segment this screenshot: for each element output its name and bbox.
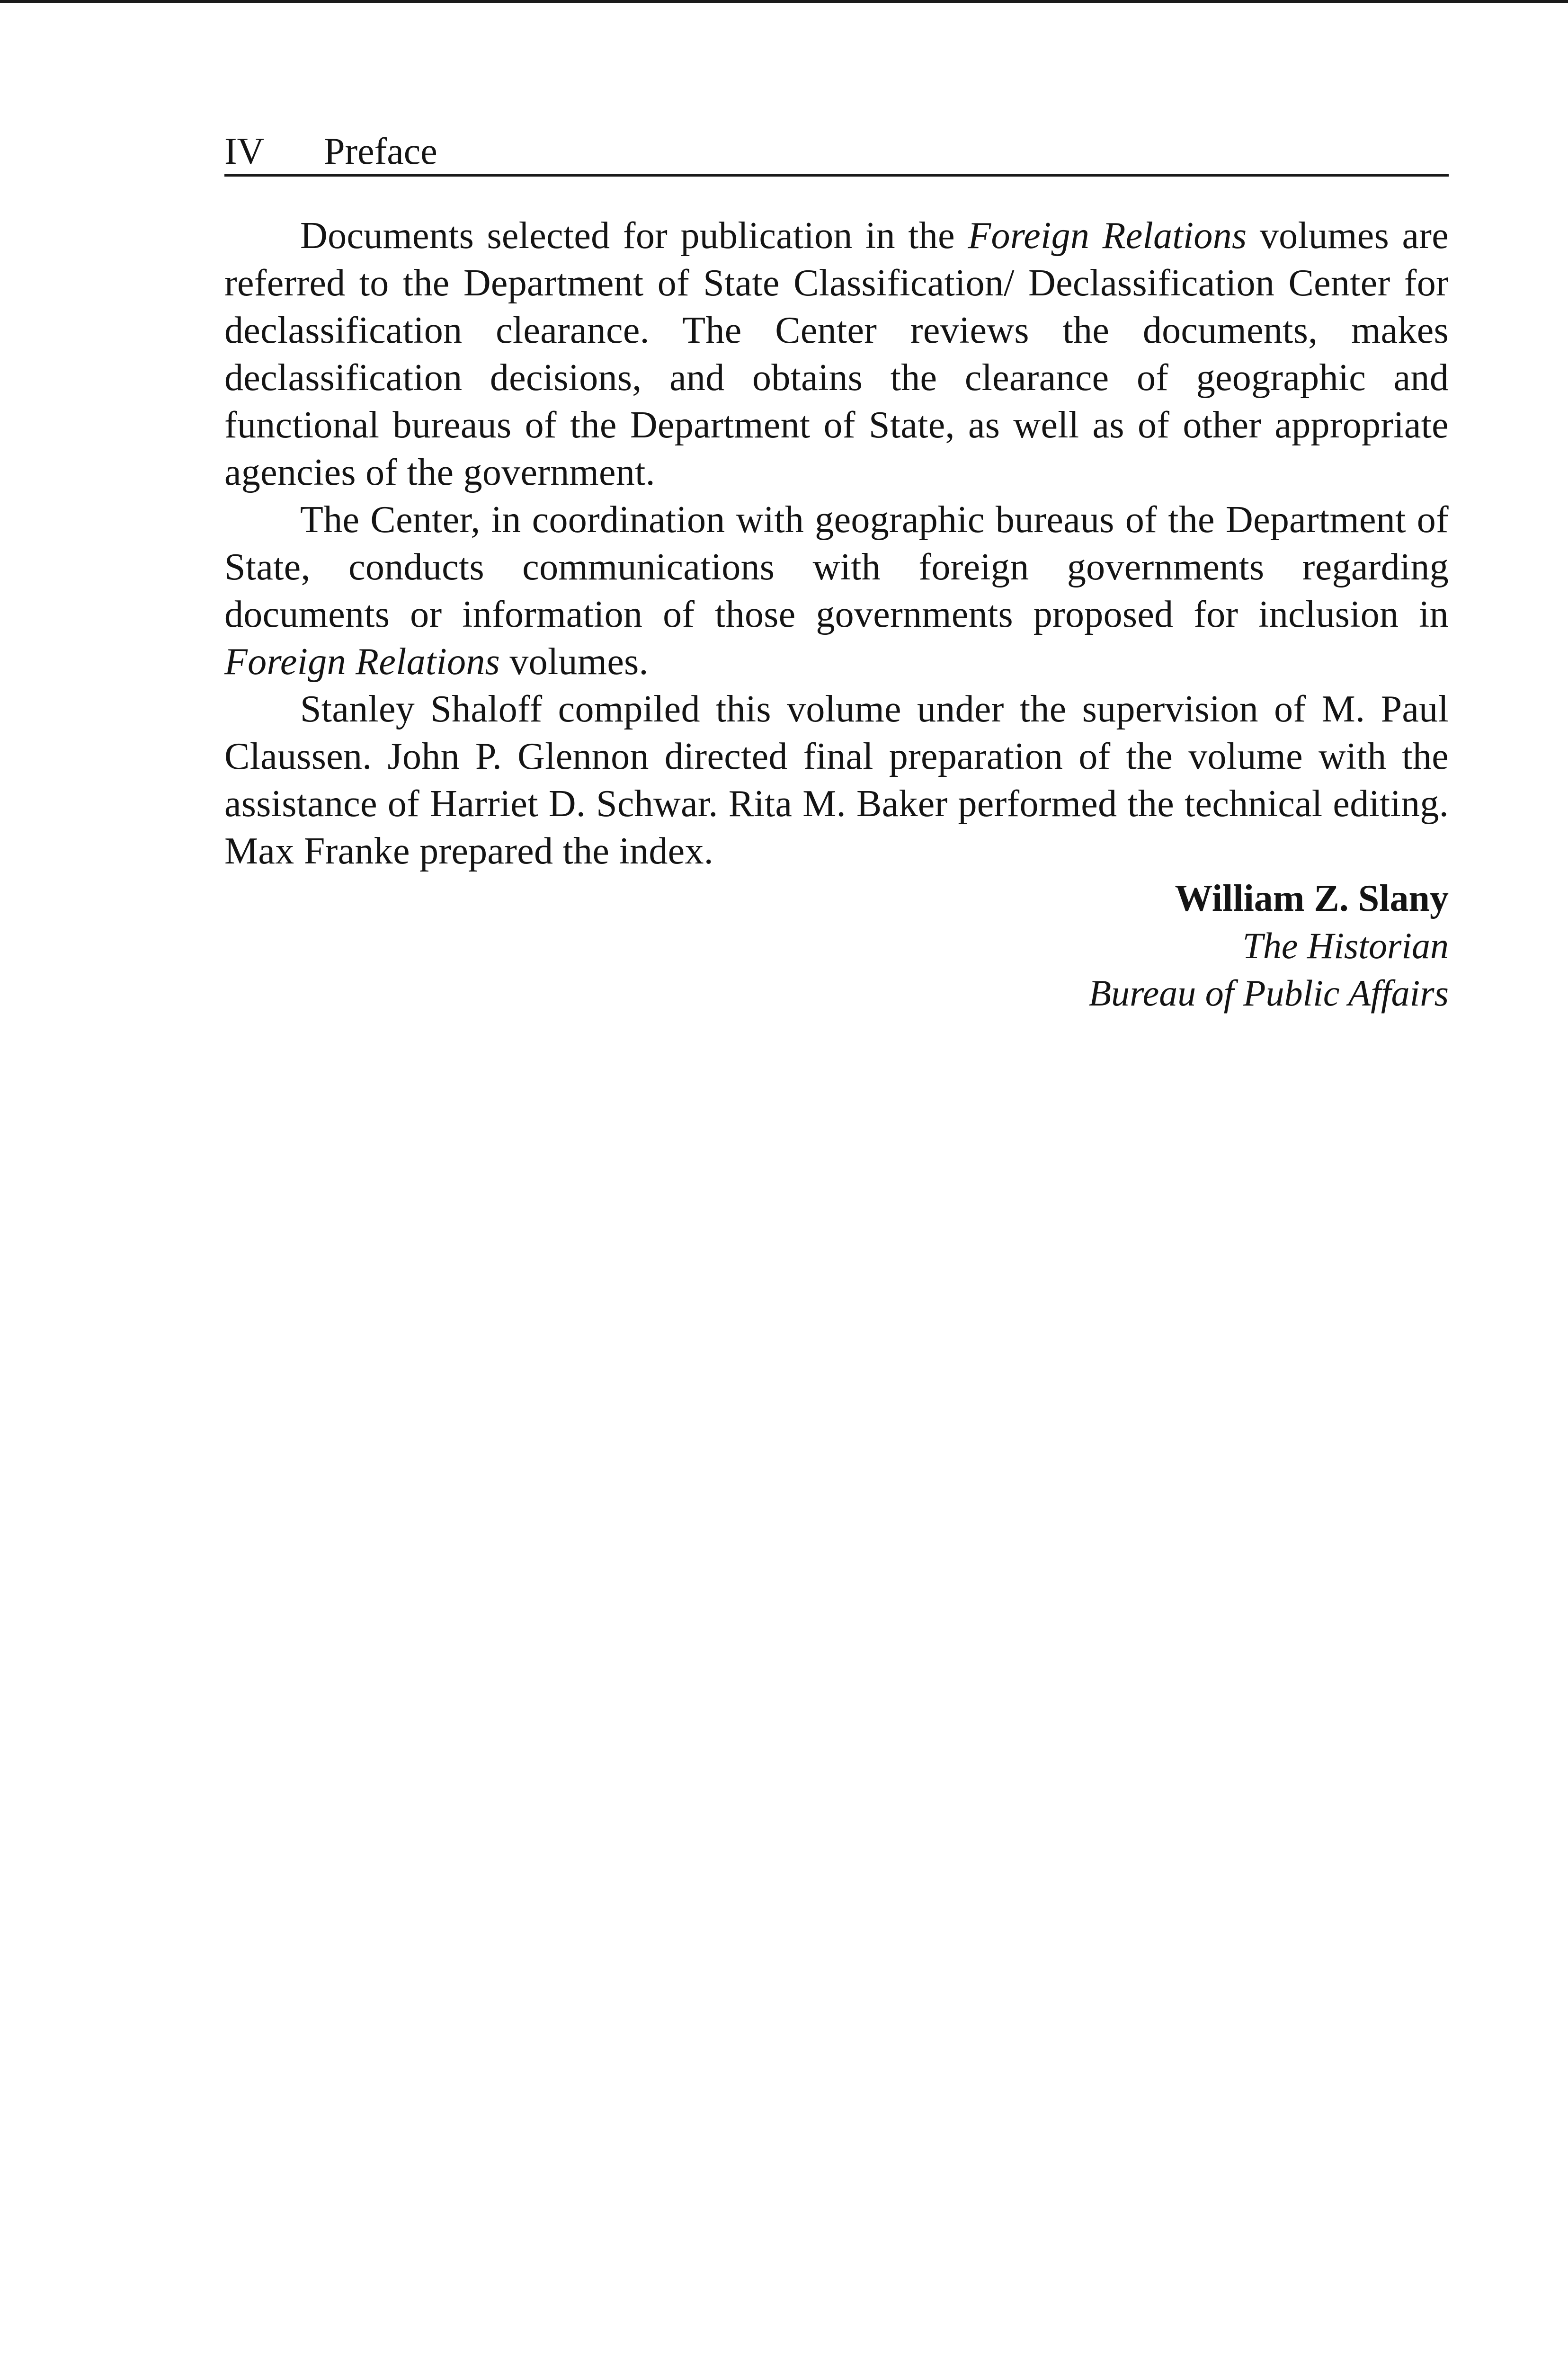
paragraph-foreign-governments: [224, 496, 1449, 685]
paragraph-text: Documents selected for publication in the: [300, 215, 968, 257]
paragraph-text: volumes are referred to the Department of State Classification/ Declassification Center for declassification clearance. The Center reviews the documents, makes declassification decisions, and obtains the clearance of geographic and functional bureaus of the Department of State, as well as of other appropriate agencies of the government.: [224, 215, 1449, 493]
paragraph-text: volumes.: [500, 641, 649, 683]
preface-body: [224, 212, 1449, 1017]
paragraph-declassification-process: [224, 212, 1449, 496]
scan-top-edge: [0, 0, 1568, 3]
signature-block: [224, 875, 1449, 1017]
signatory-name: William Z. Slany: [1175, 878, 1449, 919]
publication-title: Foreign Relations: [968, 215, 1247, 257]
section-title: Preface: [324, 131, 437, 172]
paragraph-credits: [224, 685, 1449, 875]
page-number: IV: [224, 131, 265, 172]
paragraph-text: Stanley Shaloff compiled this volume under the supervision of M. Paul Claussen. John P. Glennon directed final preparation of the volume with the assistance of Harriet D. Schwar. Rita M. Baker performed the technical editing. Max Franke prepared the index.: [224, 688, 1449, 872]
publication-title: Foreign Relations: [224, 641, 500, 683]
signatory-title: The Historian: [1242, 925, 1449, 966]
paragraph-text: The Center, in coordination with geographic bureaus of the Department of State, conducts communications with foreign governments regarding documents or information of those governments proposed for inclusion in: [224, 499, 1449, 635]
running-head: [224, 129, 1449, 177]
signatory-office: Bureau of Public Affairs: [1088, 972, 1449, 1014]
